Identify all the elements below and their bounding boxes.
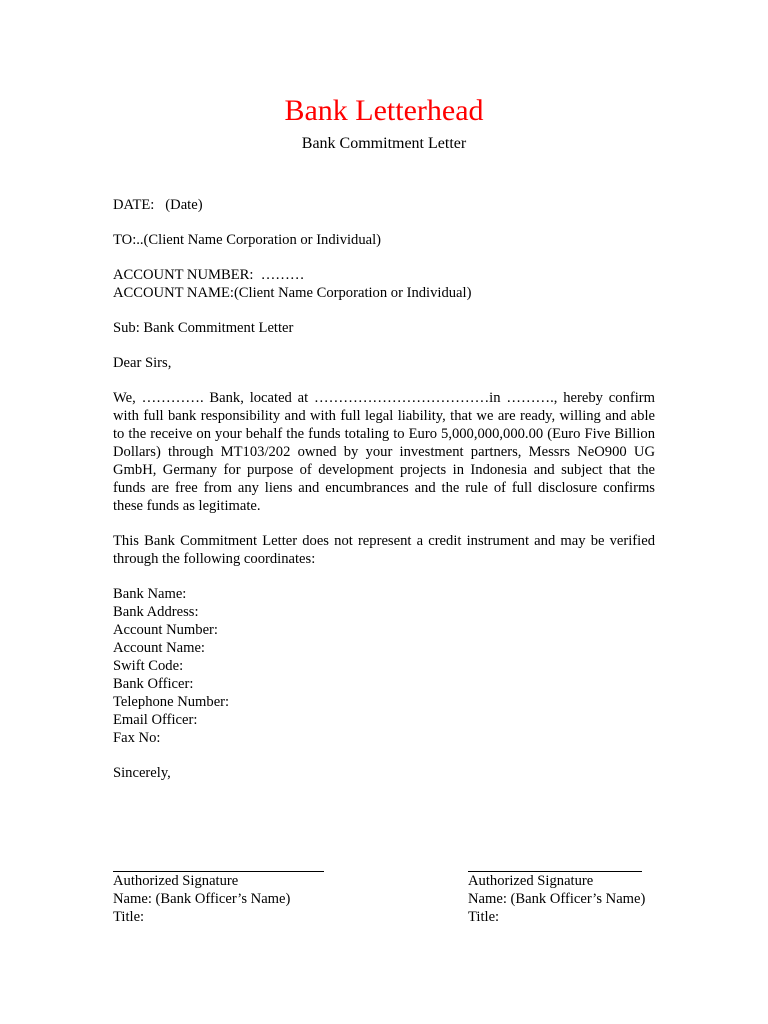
signature-block-right — [468, 855, 708, 926]
verification-paragraph: This Bank Commitment Letter does not represent a credit instrument and may be verified through the following coordinates: — [113, 533, 655, 567]
closing: Sincerely, — [113, 765, 171, 781]
coordinate-fax-no: Fax No: — [113, 730, 161, 746]
subject-line: Sub: Bank Commitment Letter — [113, 320, 294, 336]
signature-line-right — [468, 855, 642, 872]
officer-name-right: Name: (Bank Officer’s Name) — [468, 891, 646, 907]
officer-name-left: Name: (Bank Officer’s Name) — [113, 891, 291, 907]
account-number-line: ACCOUNT NUMBER: ……… — [113, 267, 305, 283]
coordinate-bank-officer: Bank Officer: — [113, 676, 194, 692]
confirmation-paragraph: We, …………. Bank, located at ………………………………in ………., hereby confirm with full bank responsibility and with full legal liability, that we are ready, willing and able to the receive on your behalf the funds totaling to Euro 5,000,000,000.00 (Euro Five Billion Dollars) through MT103/202 owned by your investment partners, Messrs NeO900 UG GmbH, Germany for purpose of development projects in Indonesia and subject that the funds are free from any liens and encumbrances and the rule of full disclosure confirms these funds as legitimate. — [113, 390, 655, 514]
coordinate-swift-code: Swift Code: — [113, 658, 184, 674]
coordinate-telephone-number: Telephone Number: — [113, 694, 230, 710]
coordinate-email-officer: Email Officer: — [113, 712, 198, 728]
signature-label-right: Authorized Signature — [468, 873, 594, 889]
signature-label-left: Authorized Signature — [113, 873, 239, 889]
officer-title-left: Title: — [113, 909, 145, 925]
coordinates-list — [113, 585, 655, 747]
officer-title-right: Title: — [468, 909, 500, 925]
salutation: Dear Sirs, — [113, 355, 172, 371]
letter-body — [113, 196, 655, 782]
bank-letterhead: Bank Letterhead — [284, 94, 484, 127]
signature-block-left — [113, 855, 353, 926]
account-name-line: ACCOUNT NAME:(Client Name Corporation or Individual) — [113, 285, 472, 301]
signature-line-left — [113, 855, 324, 872]
coordinate-account-name: Account Name: — [113, 640, 205, 656]
coordinate-bank-name: Bank Name: — [113, 586, 187, 602]
coordinate-bank-address: Bank Address: — [113, 604, 199, 620]
coordinate-account-number: Account Number: — [113, 622, 218, 638]
date-line: DATE: (Date) — [113, 197, 203, 213]
letter-subtitle: Bank Commitment Letter — [301, 135, 467, 152]
to-line: TO:..(Client Name Corporation or Individual) — [113, 232, 382, 248]
